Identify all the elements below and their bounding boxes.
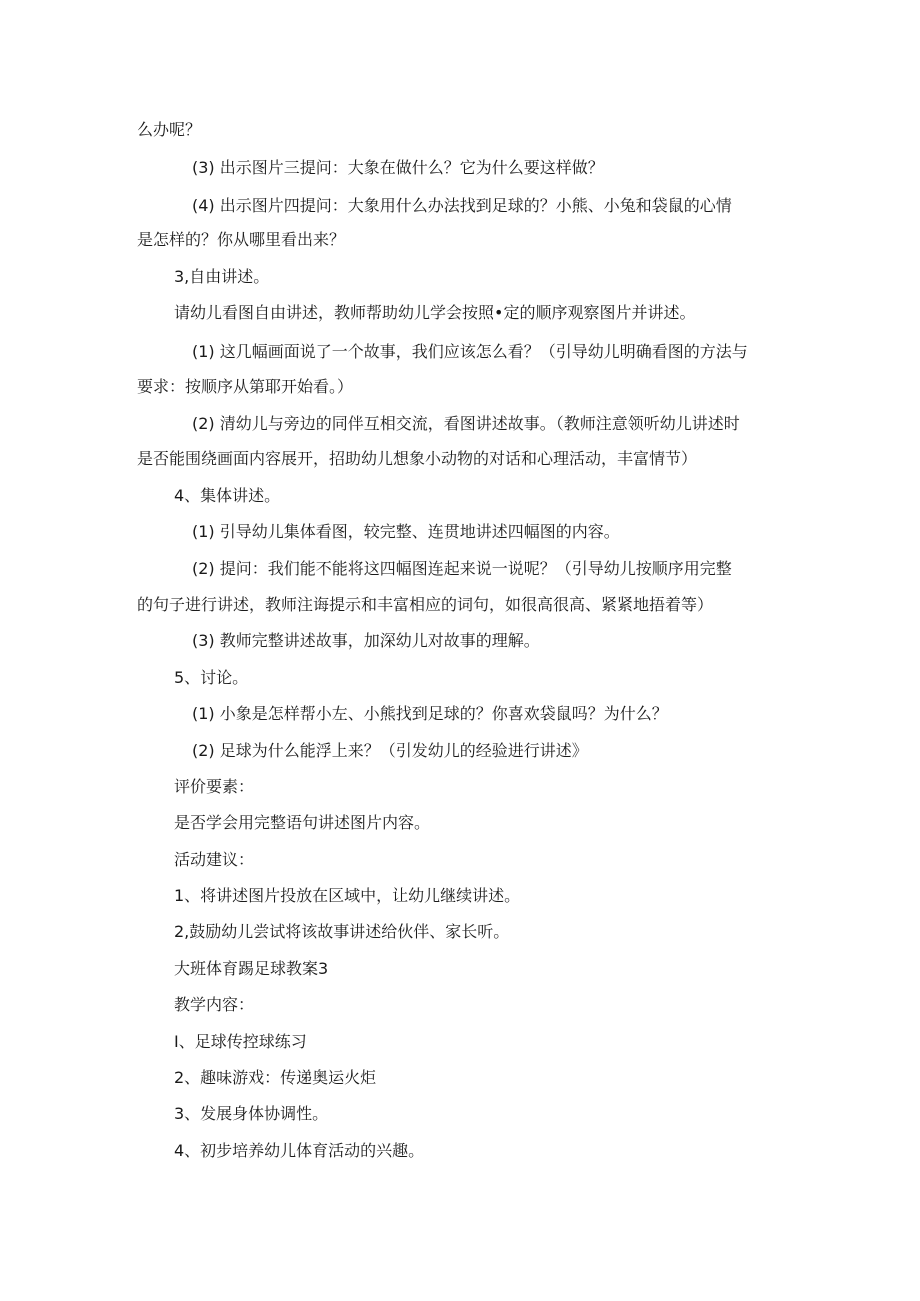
text-line: I、足球传控球练习 (174, 1032, 307, 1051)
text-line: (2) 足球为什么能浮上来？（引发幼儿的经验进行讲述》 (192, 741, 588, 760)
text-line: (1) 小象是怎样帮小左、小熊找到足球的？你喜欢袋鼠吗？为什么？ (192, 704, 668, 723)
text-line: (1) 引导幼儿集体看图，较完整、连贯地讲述四幅图的内容。 (192, 522, 620, 541)
text-line: 么办呢？ (137, 120, 202, 139)
text-line: 1、将讲述图片投放在区域中，让幼儿继续讲述。 (174, 886, 521, 905)
text-line: 是怎样的？你从哪里看出来？ (137, 230, 346, 249)
document-title: 大班体育踢足球教案3 (174, 959, 329, 978)
text-line: 3、发展身体协调性。 (174, 1104, 329, 1123)
section-heading: 4、集体讲述。 (174, 486, 281, 505)
text-line: 2、趣味游戏：传递奥运火炬 (174, 1068, 377, 1087)
text-line: (3) 出示图片三提问：大象在做什么？它为什么要这样做？ (192, 158, 604, 177)
text-line: 4、初步培养幼儿体育活动的兴趣。 (174, 1141, 425, 1160)
section-heading: 活动建议： (174, 850, 255, 869)
text-line: 请幼儿看图自由讲述，教师帮助幼儿学会按照•定的顺序观察图片并讲述。 (174, 303, 696, 322)
text-line: 是否学会用完整语句讲述图片内容。 (174, 813, 431, 832)
section-heading: 3,自由讲述。 (174, 267, 270, 286)
section-heading: 评价要素： (174, 777, 255, 796)
text-line: 2,鼓励幼儿尝试将该故事讲述给伙伴、家长听。 (174, 922, 510, 941)
text-line: (3) 教师完整讲述故事，加深幼儿对故事的理解。 (192, 631, 540, 650)
text-line: (2) 提问：我们能不能将这四幅图连起来说一说呢？（引导幼儿按顺序用完整 (192, 559, 732, 578)
text-line: 的句子进行讲述，教师注诲提示和丰富相应的词句，如很高很高、紧紧地捂着等） (137, 595, 714, 614)
section-heading: 教学内容： (174, 995, 255, 1014)
text-line: 是否能围绕画面内容展开，招助幼儿想象小动物的对话和心理活动，丰富情节） (137, 449, 698, 468)
text-line: 要求：按顺序从第耶开始看。） (137, 377, 354, 396)
text-line: (2) 清幼儿与旁边的同伴互相交流，看图讲述故事。（教师注意领听幼儿讲述时 (192, 414, 740, 433)
text-line: (1) 这几幅画面说了一个故事，我们应该怎么看？（引导幼儿明确看图的方法与 (192, 342, 748, 361)
text-line: (4) 出示图片四提问：大象用什么办法找到足球的？小熊、小兔和袋鼠的心情 (192, 196, 732, 215)
section-heading: 5、讨论。 (174, 668, 249, 687)
